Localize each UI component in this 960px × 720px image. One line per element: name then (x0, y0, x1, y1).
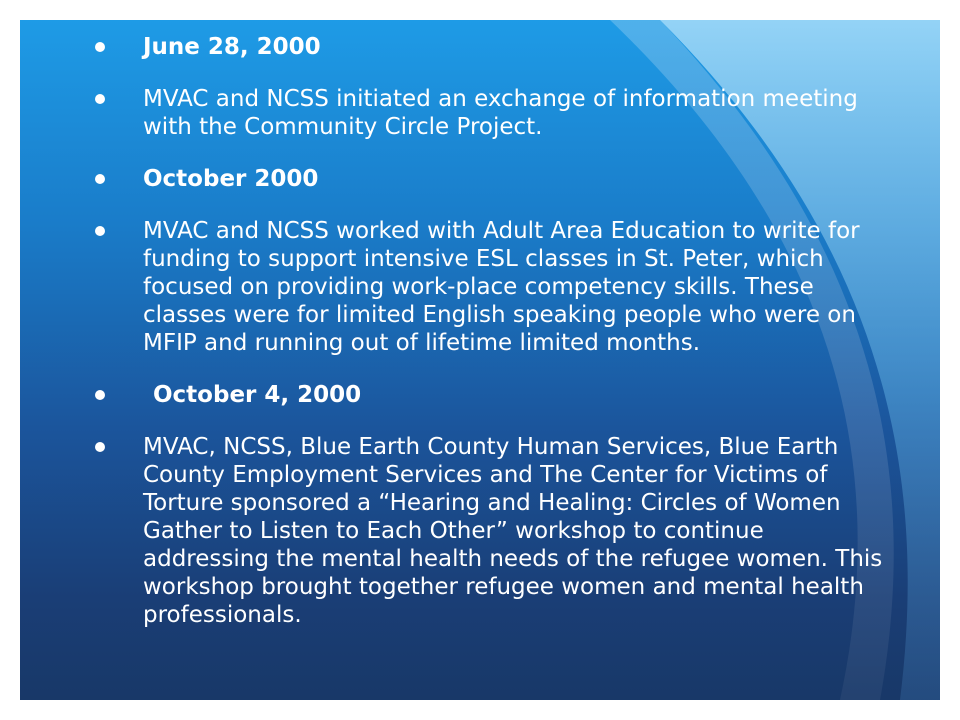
list-item (95, 165, 895, 193)
date-heading-october: October 2000 (143, 166, 319, 192)
list-item (95, 433, 895, 629)
bullet-icon (95, 42, 105, 52)
date-heading-october-4: October 4, 2000 (153, 382, 362, 408)
list-item (95, 217, 895, 357)
list-item (95, 33, 895, 61)
event-description: MVAC and NCSS worked with Adult Area Education to write for funding to support intensive ESL classes in St. Peter, which focused on providing work-place competency skills. These classes were for limited English speaking people who were on MFIP and running out of lifetime limited months. (143, 218, 860, 356)
bullet-icon (95, 390, 105, 400)
date-heading-june-28: June 28, 2000 (143, 34, 321, 60)
event-description: MVAC and NCSS initiated an exchange of information meeting with the Community Circle Project. (143, 86, 858, 140)
bullet-list (95, 33, 895, 653)
slide-panel (20, 20, 940, 700)
event-description: MVAC, NCSS, Blue Earth County Human Services, Blue Earth County Employment Services and The Center for Victims of Torture sponsored a “Hearing and Healing: Circles of Women Gather to Listen to Each Other” workshop to continue addressing the mental health needs of the refugee women. This workshop brought together refugee women and mental health professionals. (143, 434, 883, 628)
bullet-icon (95, 94, 105, 104)
bullet-icon (95, 174, 105, 184)
bullet-icon (95, 442, 105, 452)
list-item (95, 381, 895, 409)
list-item (95, 85, 895, 141)
bullet-icon (95, 226, 105, 236)
